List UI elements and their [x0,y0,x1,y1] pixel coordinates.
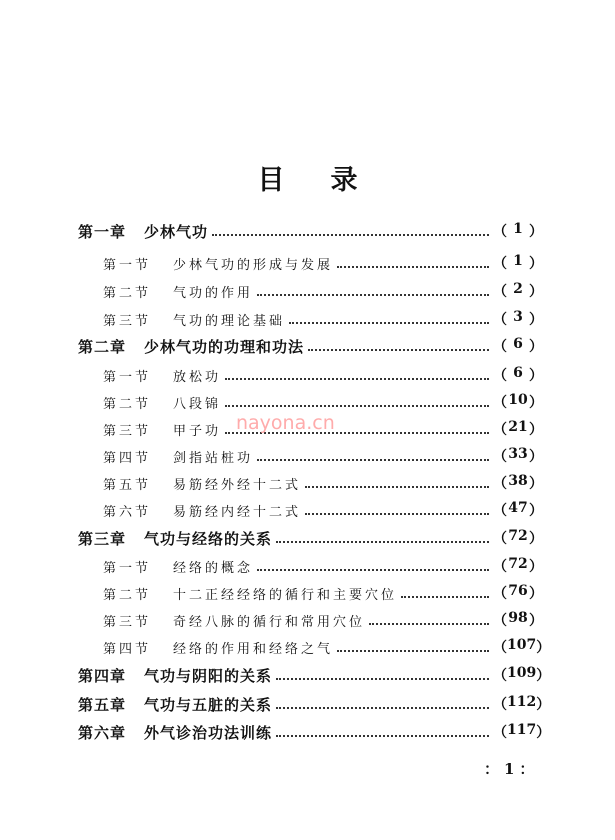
toc-entry-title: 放松功 [173,369,222,385]
toc-page-number: 109 [507,665,537,681]
open-paren: （ [493,256,507,272]
open-paren: （ [493,613,507,629]
toc-entry-label: 第五节 [103,477,152,493]
open-paren: （ [493,503,507,519]
toc-entry-label: 第三节 [103,614,152,630]
toc-entry-title: 气功与阴阳的关系 [144,666,273,685]
toc-entry-title: 外气诊治功法训练 [144,723,273,742]
close-paren: ） [529,312,543,328]
dot-leader [337,650,489,652]
dot-leader [225,378,489,380]
dot-leader [308,349,489,351]
toc-page-ref [493,392,543,412]
toc-entry-label: 第三章 [78,529,127,548]
dot-leader [212,234,489,236]
toc-entry-label: 第二节 [103,396,152,412]
close-paren: ） [529,395,543,411]
toc-page-ref [493,637,551,657]
toc-page-ref [493,419,543,439]
toc-entry-title: 少林气功 [144,222,209,241]
open-paren: （ [493,395,507,411]
dot-leader [276,735,489,737]
toc-page-ref [493,722,551,742]
toc-entry-label: 第一节 [103,560,152,576]
dot-leader [257,459,489,461]
dot-leader [337,266,489,268]
toc-page-number: 107 [507,637,537,653]
toc-page-ref [493,500,543,520]
close-paren: ） [529,476,543,492]
toc-entry-title: 气功与经络的关系 [144,529,273,548]
dot-leader [257,294,489,296]
open-paren: （ [493,422,507,438]
toc-page-number: 2 [513,281,523,297]
open-paren: （ [493,668,507,684]
dot-leader [257,569,489,571]
close-paren: ） [529,586,543,602]
open-paren: （ [493,531,507,547]
toc-page-number: 3 [513,309,523,325]
close-paren: ） [529,559,543,575]
close-paren: ） [536,725,551,741]
open-paren: （ [493,312,507,328]
open-paren: （ [493,586,507,602]
toc-section [78,445,543,467]
toc-entry-label: 第三节 [103,423,152,439]
toc-section [78,636,551,658]
close-paren: ） [529,503,543,519]
toc-page-number: 10 [508,392,528,408]
toc-page-number: 38 [508,473,528,489]
page-title: 目录 [257,165,404,196]
toc-page-ref [493,556,543,576]
dot-leader [401,596,489,598]
toc-entry-title: 八段锦 [173,396,222,412]
toc-entry-title: 经络的概念 [173,560,254,576]
toc-chapter-2 [78,335,543,357]
toc-entry-label: 第三节 [103,313,152,329]
close-paren: ） [536,668,551,684]
toc-entry-label: 第二节 [103,285,152,301]
toc-page-number: 47 [508,500,528,516]
dot-leader [305,486,489,488]
close-paren: ） [529,449,543,465]
toc-entry-title: 易筋经外经十二式 [173,477,302,493]
open-paren: （ [493,697,507,713]
toc-entry-label: 第二节 [103,587,152,603]
dot-leader [289,322,489,324]
toc-entry-label: 第一节 [103,369,152,385]
dot-leader [276,541,489,543]
toc-entry-title: 少林气功的功理和功法 [144,337,305,356]
close-paren: ） [529,531,543,547]
open-paren: （ [493,449,507,465]
toc-section [78,499,543,521]
toc-page-number: 112 [507,694,537,710]
dot-leader [369,623,489,625]
toc-section [78,472,543,494]
toc-section [78,280,543,302]
toc-page-number: 117 [507,722,537,738]
close-paren: ） [536,640,551,656]
toc-entry-title: 少林气功的形成与发展 [173,257,334,273]
dot-leader [225,405,489,407]
toc-entry-title: 剑指站桩功 [173,450,254,466]
toc-section [78,391,543,413]
toc-section [78,364,543,386]
toc-page-number: 72 [508,556,528,572]
toc-entry-label: 第四章 [78,666,127,685]
toc-entry-title: 气功的作用 [173,285,254,301]
toc-page-number: 1 [513,221,523,237]
close-paren: ） [529,368,543,384]
close-paren: ） [529,256,543,272]
toc-entry-label: 第一章 [78,222,127,241]
toc-entry-label: 第六章 [78,723,127,742]
toc-entry-title: 气功的理论基础 [173,313,286,329]
toc-entry-label: 第四节 [103,450,152,466]
toc-page-ref [493,336,543,356]
toc-page-ref [493,309,543,329]
toc-page-number: 6 [513,336,523,352]
toc-page-number: 98 [508,610,528,626]
dot-leader [305,513,489,515]
toc-chapter-1 [78,220,543,242]
toc-page-ref [493,221,543,241]
toc-entry-title: 经络的作用和经络之气 [173,641,334,657]
toc-page-ref [493,694,551,714]
toc-entry-label: 第五章 [78,695,127,714]
toc-section [78,609,543,631]
toc-page-ref [493,610,543,630]
open-paren: （ [493,284,507,300]
toc-page-number: 1 [513,253,523,269]
toc-entry-label: 第一节 [103,257,152,273]
close-paren: ） [536,697,551,713]
toc-section [78,582,543,604]
toc-entry-label: 第二章 [78,337,127,356]
dot-leader [276,707,489,709]
close-paren: ） [529,224,543,240]
toc-page-number: 33 [508,446,528,462]
toc-page-ref [493,473,543,493]
toc-chapter-4 [78,664,551,686]
toc-section [78,308,543,330]
close-paren: ） [529,422,543,438]
toc-chapter-3 [78,527,543,549]
open-paren: （ [493,725,507,741]
toc-entry-title: 易筋经内经十二式 [173,504,302,520]
toc-entry-title: 奇经八脉的循行和常用穴位 [173,614,366,630]
toc-page-ref [493,281,543,301]
open-paren: （ [493,640,507,656]
toc-chapter-5 [78,693,551,715]
open-paren: （ [493,368,507,384]
toc-page-ref [493,253,543,273]
toc-page-ref [493,446,543,466]
open-paren: （ [493,224,507,240]
close-paren: ） [529,284,543,300]
open-paren: （ [493,476,507,492]
watermark-text: nayona.cn [236,412,335,434]
toc-page-ref [493,528,543,548]
dot-leader [276,678,489,680]
toc-page-ref [493,665,551,685]
toc-page-number: 21 [508,419,528,435]
toc-chapter-6 [78,721,551,743]
toc-page-ref [493,583,543,603]
toc-page-number: 6 [513,365,523,381]
toc-entry-title: 甲子功 [173,423,222,439]
toc-entry-title: 气功与五脏的关系 [144,695,273,714]
page-number-footer: ：1： [484,760,540,778]
toc-page-number: 72 [508,528,528,544]
toc-page-ref [493,365,543,385]
toc-section [78,555,543,577]
toc-entry-label: 第四节 [103,641,152,657]
toc-page-number: 76 [508,583,528,599]
toc-entry-label: 第六节 [103,504,152,520]
open-paren: （ [493,559,507,575]
close-paren: ） [529,339,543,355]
open-paren: （ [493,339,507,355]
toc-section [78,252,543,274]
toc-entry-title: 十二正经经络的循行和主要穴位 [173,587,398,603]
close-paren: ） [529,613,543,629]
